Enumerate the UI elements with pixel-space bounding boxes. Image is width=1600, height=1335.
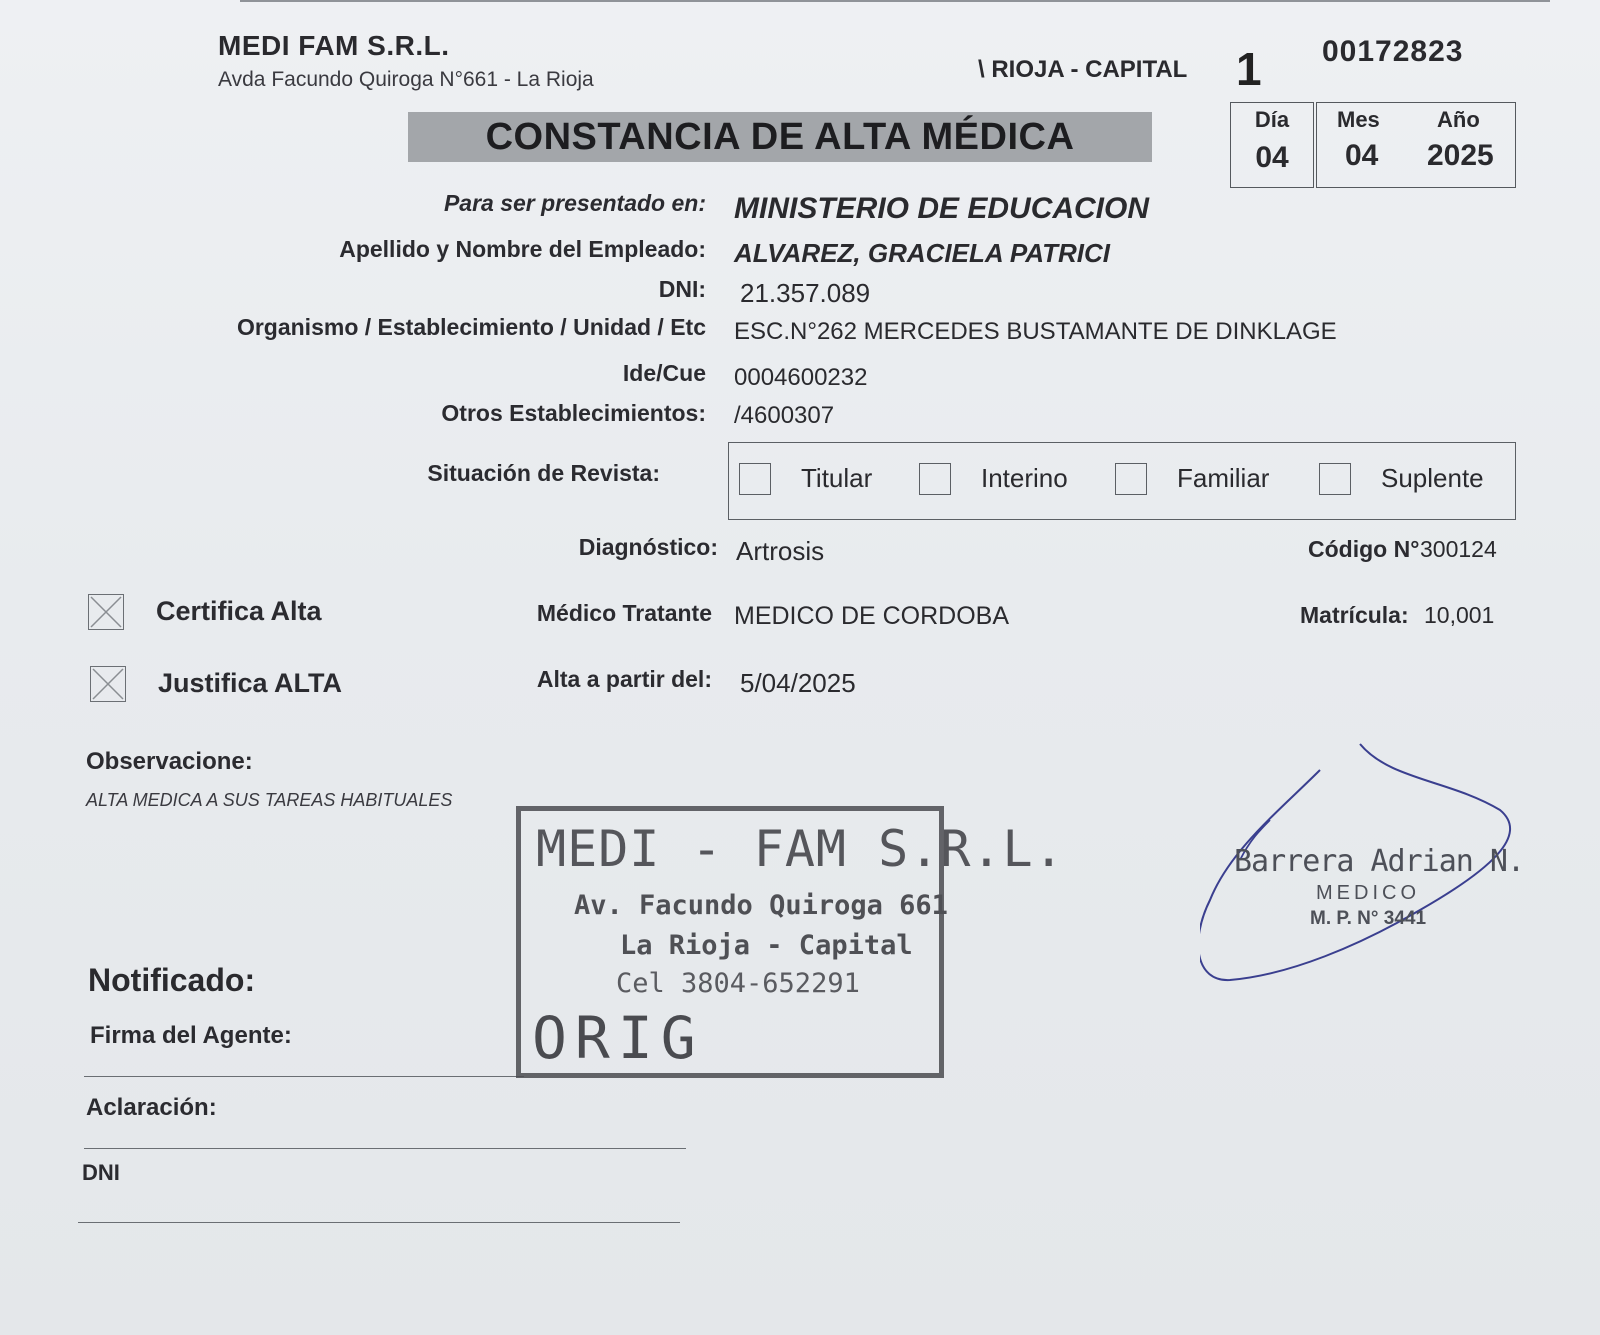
alta-label: Alta a partir del: [536, 666, 712, 692]
date-month-value: 04 [1345, 139, 1379, 172]
footer-dni-label: DNI [82, 1160, 120, 1185]
stamp-city: La Rioja - Capital [620, 930, 913, 961]
medico-label: Médico Tratante [536, 600, 712, 626]
company-address: Avda Facundo Quiroga N°661 - La Rioja [218, 68, 594, 91]
certifica-alta-checkbox[interactable] [88, 594, 124, 630]
doctor-name: Barrera Adrian N. [1234, 844, 1525, 879]
titular-option-label: Titular [801, 463, 873, 493]
serial-number: 00172823 [1322, 35, 1464, 68]
interino-checkbox[interactable] [919, 463, 951, 495]
doctor-title: MEDICO [1316, 882, 1420, 904]
suplente-checkbox[interactable] [1319, 463, 1351, 495]
stamp-company: MEDI - FAM S.R.L. [536, 820, 1065, 878]
aclaracion-line [84, 1148, 686, 1149]
justifica-alta-label: Justifica ALTA [158, 668, 343, 698]
codigo-value: 300124 [1420, 536, 1497, 562]
company-name: MEDI FAM S.R.L. [218, 30, 450, 61]
dni-line [78, 1222, 680, 1223]
doctor-mp: M. P. N° 3441 [1310, 908, 1427, 929]
dni-label: DNI: [658, 276, 706, 302]
diagnostico-label: Diagnóstico: [578, 534, 718, 560]
date-year-value: 2025 [1427, 139, 1494, 172]
revista-options-box [728, 442, 1516, 520]
alta-value: 5/04/2025 [740, 668, 856, 698]
presentado-label: Para ser presentado en: [443, 190, 706, 216]
dni-value: 21.357.089 [740, 278, 871, 308]
document-title-bar [408, 112, 1152, 162]
matricula-label: Matrícula: [1300, 602, 1409, 628]
organismo-label: Organismo / Establecimiento / Unidad / Etc [236, 314, 706, 340]
firma-agente-label: Firma del Agente: [90, 1022, 292, 1049]
interino-option-label: Interino [981, 463, 1068, 493]
justifica-alta-checkbox[interactable] [90, 666, 126, 702]
stamp-address: Av. Facundo Quiroga 661 [574, 890, 948, 921]
suplente-option-label: Suplente [1381, 463, 1484, 493]
company-rubber-stamp [516, 806, 1065, 1078]
document-title: CONSTANCIA DE ALTA MÉDICA [485, 115, 1075, 158]
date-year-label: Año [1437, 107, 1480, 132]
titular-checkbox[interactable] [739, 463, 771, 495]
familiar-option-label: Familiar [1177, 463, 1270, 493]
revista-label: Situación de Revista: [427, 460, 660, 486]
idecue-value: 0004600232 [734, 364, 868, 391]
diagnostico-value: Artrosis [736, 536, 825, 566]
codigo-label: Código N° [1308, 536, 1420, 562]
aclaracion-label: Aclaración: [86, 1094, 217, 1121]
copy-number: 1 [1236, 43, 1262, 95]
top-edge-line [240, 0, 1550, 2]
notificado-label: Notificado: [88, 962, 256, 998]
observaciones-label: Observacione: [86, 748, 253, 775]
presentado-value: MINISTERIO DE EDUCACION [734, 192, 1150, 225]
observaciones-value: ALTA MEDICA A SUS TAREAS HABITUALES [86, 790, 453, 810]
date-day-label: Día [1254, 107, 1290, 132]
date-day-value: 04 [1255, 141, 1289, 174]
otros-label: Otros Establecimientos: [441, 400, 706, 426]
location-label: \ RIOJA - CAPITAL [978, 56, 1188, 83]
matricula-value: 10,001 [1424, 602, 1495, 628]
date-month-year-box [1316, 102, 1516, 188]
organismo-value: ESC.N°262 MERCEDES BUSTAMANTE DE DINKLAGE [734, 318, 1337, 345]
medico-value: MEDICO DE CORDOBA [734, 602, 1010, 630]
certifica-alta-label: Certifica Alta [156, 596, 322, 626]
date-day-box [1230, 102, 1314, 188]
stamp-original: ORIG [532, 1004, 704, 1072]
familiar-checkbox[interactable] [1115, 463, 1147, 495]
date-month-label: Mes [1337, 107, 1380, 132]
doctor-signature-stamp [1200, 740, 1530, 990]
stamp-phone: Cel 3804-652291 [616, 968, 860, 999]
otros-value: /4600307 [734, 402, 835, 429]
empleado-value: ALVAREZ, GRACIELA PATRICI [734, 238, 1111, 268]
empleado-label: Apellido y Nombre del Empleado: [339, 236, 706, 262]
firma-line [84, 1076, 524, 1077]
idecue-label: Ide/Cue [622, 360, 706, 386]
